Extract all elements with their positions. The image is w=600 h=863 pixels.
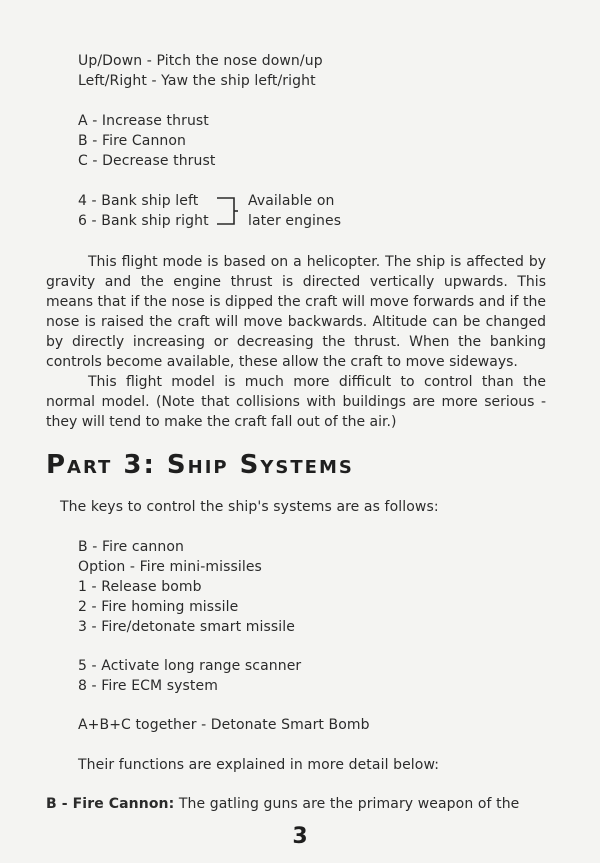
system-key-smart-missile: 3 - Fire/detonate smart missile bbox=[78, 619, 295, 635]
systems-outro: Their functions are explained in more detail below: bbox=[78, 757, 440, 773]
system-key-cannon: B - Fire cannon bbox=[78, 539, 184, 555]
control-left-right: Left/Right - Yaw the ship left/right bbox=[78, 73, 316, 89]
system-key-homing-missile: 2 - Fire homing missile bbox=[78, 599, 239, 615]
control-bank-right: 6 - Bank ship right bbox=[78, 213, 209, 229]
available-note-line1: Available on bbox=[248, 193, 335, 209]
system-key-scanner: 5 - Activate long range scanner bbox=[78, 658, 302, 674]
control-b: B - Fire Cannon bbox=[78, 133, 187, 149]
control-c: C - Decrease thrust bbox=[78, 153, 216, 169]
paragraph-difficulty bbox=[46, 372, 546, 432]
paragraph-helicopter-mode bbox=[46, 252, 546, 372]
available-note-line2: later engines bbox=[248, 213, 342, 229]
section-heading: Part 3: Ship Systems bbox=[46, 450, 354, 480]
paragraph-difficulty-text: This flight model is much more difficult to control than the normal model. (Note that collisions with buildings are more serious - they will tend to make the craft fall out of the air.) bbox=[46, 374, 546, 430]
system-key-ecm: 8 - Fire ECM system bbox=[78, 678, 218, 694]
system-key-bomb: 1 - Release bomb bbox=[78, 579, 202, 595]
fire-cannon-text: The gatling guns are the primary weapon of the bbox=[178, 796, 520, 812]
system-key-smart-bomb: A+B+C together - Detonate Smart Bomb bbox=[78, 717, 370, 733]
system-key-mini-missiles: Option - Fire mini-missiles bbox=[78, 559, 262, 575]
control-bank-left: 4 - Bank ship left bbox=[78, 193, 199, 209]
paragraph-helicopter-text: This flight mode is based on a helicopter. The ship is affected by gravity and the engine thrust is directed vertically upwards. This means that if the nose is dipped the craft will move forwards and if the nose is raised the craft will move backwards. Altitude can be changed by directly increasing or decreasing the thrust. When the banking controls become available, these allow the craft to move sideways. bbox=[46, 254, 546, 370]
control-a: A - Increase thrust bbox=[78, 113, 209, 129]
fire-cannon-label: B - Fire Cannon: bbox=[46, 796, 175, 812]
control-up-down: Up/Down - Pitch the nose down/up bbox=[78, 53, 323, 69]
page-number: 3 bbox=[292, 824, 308, 849]
systems-intro: The keys to control the ship's systems are as follows: bbox=[60, 499, 439, 515]
bracket-icon bbox=[214, 196, 238, 226]
fire-cannon-line bbox=[46, 795, 546, 813]
